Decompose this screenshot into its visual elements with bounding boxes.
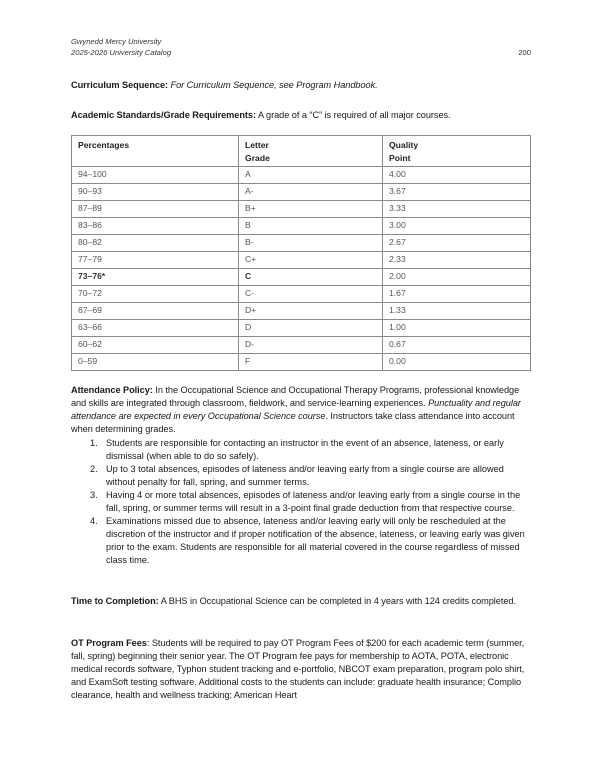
attendance-policy-text-2: . Instructors take class attendance into account when determining grades.: [71, 411, 515, 434]
cell-quality-point: 3.67: [383, 184, 531, 201]
cell-percentage: 70–72: [72, 286, 239, 303]
list-item: [71, 489, 533, 515]
cell-percentage: 87–89: [72, 201, 239, 218]
cell-letter: B+: [239, 201, 383, 218]
list-item: [71, 515, 533, 567]
cell-quality-point: 4.00: [383, 167, 531, 184]
cell-percentage: 63–66: [72, 320, 239, 337]
cell-percentage: 77–79: [72, 252, 239, 269]
table-row: [72, 286, 531, 303]
academic-standards-label: Academic Standards/Grade Requirements:: [71, 110, 256, 120]
table-row: [72, 167, 531, 184]
grade-table: [71, 135, 531, 371]
cell-quality-point: 3.33: [383, 201, 531, 218]
table-row: [72, 320, 531, 337]
table-row: [72, 354, 531, 371]
table-row: [72, 303, 531, 320]
cell-quality-point: 0.00: [383, 354, 531, 371]
running-header: [71, 36, 531, 58]
cell-quality-point: 0.67: [383, 337, 531, 354]
table-row: [72, 252, 531, 269]
table-row: [72, 235, 531, 252]
list-item-text: Having 4 or more total absences, episodes of lateness and/or leaving early from a single course in the fall, spring, or summer terms will result in a 3-point final grade deduction from that respective course.: [106, 490, 521, 513]
list-item-text: Up to 3 total absences, episodes of lateness and/or leaving early from a single course are allowed without penalty for fall, spring, and summer terms.: [106, 464, 504, 487]
time-to-completion-text: A BHS in Occupational Science can be completed in 4 years with 124 credits completed.: [158, 596, 516, 606]
header-letter-grade: Letter Grade: [239, 136, 383, 167]
cell-quality-point: 3.00: [383, 218, 531, 235]
time-to-completion-paragraph: [71, 595, 533, 608]
cell-letter: D: [239, 320, 383, 337]
table-row: [72, 218, 531, 235]
grade-table-header-row: [72, 136, 531, 167]
list-number: 4.: [90, 516, 98, 526]
curriculum-sequence-text: For Curriculum Sequence, see Program Handbook.: [170, 80, 378, 90]
list-item: [71, 463, 533, 489]
cell-letter: B-: [239, 235, 383, 252]
attendance-policy-label: Attendance Policy:: [71, 385, 153, 395]
cell-percentage: 60–62: [72, 337, 239, 354]
list-number: 2.: [90, 464, 98, 474]
academic-standards-paragraph: [71, 109, 533, 122]
list-item-text: Examinations missed due to absence, lateness and/or leaving early will only be rescheduled at the discretion of the instructor and if proper notification of the absence, lateness, or leaving early was given prior to the exam. Students are responsible for all material covered in the course regardless of missed class time.: [106, 516, 525, 565]
cell-quality-point: 1.00: [383, 320, 531, 337]
cell-quality-point: 2.67: [383, 235, 531, 252]
cell-percentage: 80–82: [72, 235, 239, 252]
table-row-minimum-passing: [72, 269, 531, 286]
cell-letter: C-: [239, 286, 383, 303]
attendance-policy-emphasis: Punctuality and regular attendance are expected in every Occupational Science course: [71, 398, 521, 421]
cell-quality-point: 1.67: [383, 286, 531, 303]
ot-program-fees-label: OT Program Fees: [71, 638, 147, 648]
list-item: [71, 437, 533, 463]
list-number: 1.: [90, 438, 98, 448]
cell-letter: C: [239, 269, 383, 286]
cell-letter: B: [239, 218, 383, 235]
cell-letter: A-: [239, 184, 383, 201]
cell-letter: D-: [239, 337, 383, 354]
cell-percentage: 0–59: [72, 354, 239, 371]
page-number: 200: [518, 48, 531, 57]
cell-quality-point: 1.33: [383, 303, 531, 320]
table-row: [72, 201, 531, 218]
attendance-policy-text: In the Occupational Science and Occupational Therapy Programs, professional knowledge and skills are integrated through classroom, fieldwork, and service-learning experiences.: [71, 385, 520, 408]
header-percentages: Percentages: [72, 136, 239, 167]
cell-letter: C+: [239, 252, 383, 269]
cell-letter: F: [239, 354, 383, 371]
catalog-title: 2025-2026 University Catalog: [71, 48, 172, 57]
time-to-completion-label: Time to Completion:: [71, 596, 159, 606]
cell-quality-point: 2.33: [383, 252, 531, 269]
cell-percentage: 90–93: [72, 184, 239, 201]
list-number: 3.: [90, 490, 98, 500]
curriculum-sequence-paragraph: [71, 79, 533, 92]
institution-name: Gwynedd Mercy University: [71, 37, 162, 46]
cell-letter: D+: [239, 303, 383, 320]
cell-percentage: 73–76*: [72, 269, 239, 286]
cell-percentage: 94–100: [72, 167, 239, 184]
ot-program-fees-text: : Students will be required to pay OT Program Fees of $200 for each academic term (summer, fall, spring) beginning their senior year. The OT Program fee pays for membership to AOTA, POTA, electronic medical records software, Typhon student tracking and e-portfolio, NBCOT exam preparation, program polo shirt, and ExamSoft testing software. Additional costs to the students can include: graduate health insurance; Complio clearance, health and wellness tracking; American Heart: [71, 638, 525, 700]
list-item-text: Students are responsible for contacting an instructor in the event of an absence, lateness, or early dismissal (when able to do so safely).: [106, 438, 504, 461]
curriculum-sequence-label: Curriculum Sequence:: [71, 80, 169, 90]
table-row: [72, 184, 531, 201]
ot-program-fees-paragraph: [71, 637, 533, 702]
cell-percentage: 67–69: [72, 303, 239, 320]
academic-standards-text: A grade of a “C” is required of all major courses.: [257, 110, 451, 120]
attendance-policy-paragraph: [71, 384, 533, 436]
cell-letter: A: [239, 167, 383, 184]
header-quality-point: Quality Point: [383, 136, 531, 167]
cell-quality-point: 2.00: [383, 269, 531, 286]
attendance-rules-list: [71, 437, 533, 567]
table-row: [72, 337, 531, 354]
cell-percentage: 83–86: [72, 218, 239, 235]
